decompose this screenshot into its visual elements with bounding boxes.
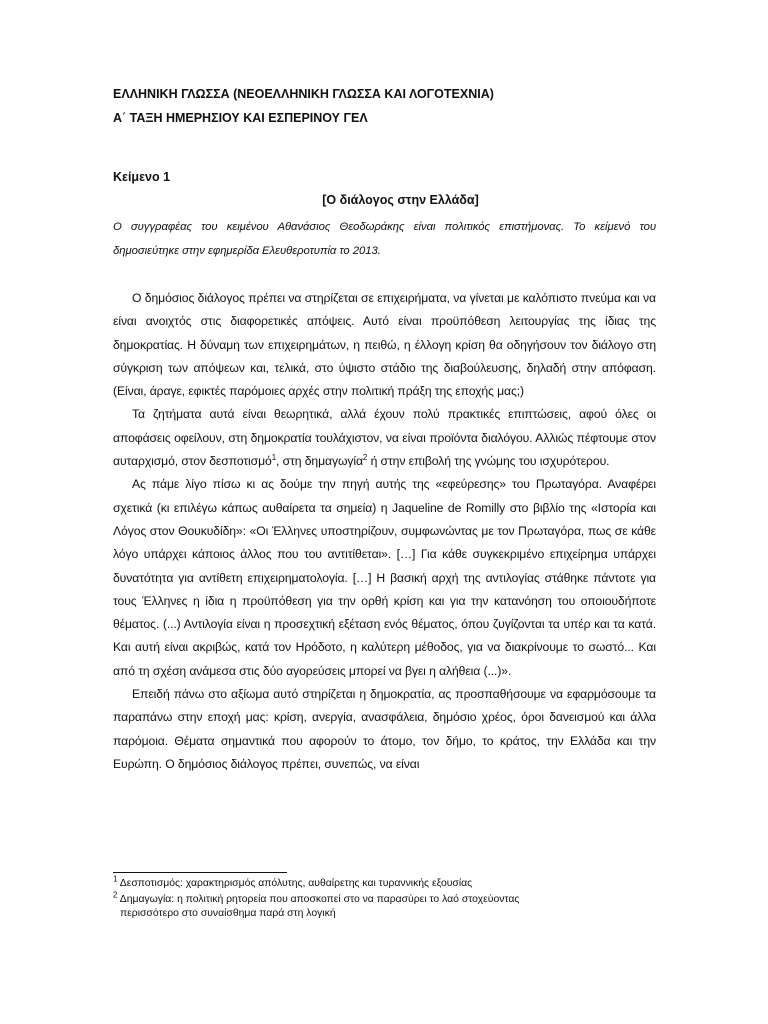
class-level: Α΄ ΤΑΞΗ ΗΜΕΡΗΣΙΟΥ ΚΑΙ ΕΣΠΕΡΙΝΟΥ ΓΕΛ <box>113 111 368 125</box>
footnote-1-text: Δεσποτισμός: χαρακτηρισμός απόλυτης, αυθαίρετης και τυραννικής εξουσίας <box>117 878 473 889</box>
paragraph-2-part-b: , στη δημαγωγία <box>276 454 363 469</box>
footnote-2-text: Δημαγωγία: η πολιτική ρητορεία που αποσκοπεί στο να παρασύρει το λαό στοχεύοντας <box>117 893 520 905</box>
section-label: Κείμενο 1 <box>113 170 171 184</box>
footnote-1-mark: 1 <box>113 874 118 884</box>
paragraph-4: Επειδή πάνω στο αξίωμα αυτό στηρίζεται η δημοκρατία, ας προσπαθήσουμε να εφαρμόσουμε τα παραπάνω στην εποχή μας: κρίση, ανεργία, ανασφάλεια, δημόσιο χρέος, όροι δανεισμού και άλλα παρόμοια. Θέματα σημαντικά που αφορούν το άτομο, τον δήμο, το κράτος, την Ελλάδα και την Ευρώπη. Ο δημόσιος διάλογος πρέπει, συνεπώς, να είναι <box>113 687 656 771</box>
footnote-ref-1[interactable]: 1 <box>271 453 277 463</box>
paragraph-2-part-a: Τα ζητήματα αυτά είναι θεωρητικά, αλλά έχουν πολύ πρακτικές επιπτώσεις, αφού όλες οι αποφάσεις οφείλουν, στη δημοκρατία τουλάχιστον, να είναι προϊόντα διαλόγου. Αλλιώς πέφτουμε στον αυταρχισμό, στον δεσποτισμό <box>113 407 656 469</box>
footnote-2-mark: 2 <box>113 890 118 900</box>
paragraph-2 <box>113 403 656 473</box>
paragraph-3: Ας πάμε λίγο πίσω κι ας δούμε την πηγή αυτής της «εφεύρεσης» του Πρωταγόρα. Αναφέρει σχετικά (κι επιλέγω κάπως αυθαίρετα τα σημεία) η Jaqueline de Romilly στο βιβλίο της «Ιστορία και Λόγος στον Θουκυδίδη»: «Οι Έλληνες υποστηρίζουν, συμφωνώντας με τον Πρωταγόρα, πως σε κάθε λόγο υπάρχει κάποιος άλλος που του αντιτίθεται». […] Για κάθε συγκεκριμένο επιχείρημα υπάρχει δυνατότητα για αντίθετη επιχειρηματολογία. […] Η βασική αρχή της αντιλογίας στάθηκε πάντοτε για τους Έλληνες η ίδια η προϋπόθεση για την ορθή κρίση και για την κατανόηση του οποιουδήποτε θέματος. (...) Αντιλογία είναι η προσεχτική εξέταση ενός θέματος, όπου ζυγίζονται τα υπέρ και τα κατά. Και αυτή είναι ακριβώς, κατά τον Ηρόδοτο, η καλύτερη μέθοδος, για να διακρίνουμε το σωστό... Και από τη σχέση ανάμεσα στις δύο αγορεύσεις μπορεί να βγει η αλήθεια (...)». <box>113 477 656 678</box>
paragraph-2-part-c: ή στην επιβολή της γνώμης του ισχυρότερου. <box>367 454 610 469</box>
footnote-divider <box>113 872 287 873</box>
body-text <box>113 287 656 776</box>
footnote-2-continuation: περισσότερο στο συναίσθημα παρά στη λογική <box>120 908 336 919</box>
footnote-ref-2[interactable]: 2 <box>362 453 368 463</box>
paragraph-1: Ο δημόσιος διάλογος πρέπει να στηρίζεται σε επιχειρήματα, να γίνεται με καλόπιστο πνεύμα και να είναι ανοιχτός στις διαφορετικές απόψεις. Αυτό είναι προϋπόθεση λειτουργίας της ίδιας της δημοκρατίας. Η δύναμη των επιχειρημάτων, η πειθώ, η έλλογη κρίση θα οδηγήσουν τον διάλογο στη σύγκριση των απόψεων και, τελικά, στο ύψιστο στάδιο της διαβούλευσης, δηλαδή στην απόφαση. (Είναι, άραγε, εφικτές παρόμοιες αρχές στην πολιτική πράξη της εποχής μας;) <box>113 291 656 399</box>
source-note: Ο συγγραφέας του κειμένου Αθανάσιος Θεοδωράκης είναι πολιτικός επιστήμονας. Το κείμενό του δημοσιεύτηκε στην εφημερίδα Ελευθεροτυπία το 2013. <box>113 221 656 257</box>
text-title: [Ο διάλογος στην Ελλάδα] <box>322 193 479 207</box>
footnote-2 <box>113 890 633 922</box>
course-title: ΕΛΛΗΝΙΚΗ ΓΛΩΣΣΑ (ΝΕΟΕΛΛΗΝΙΚΗ ΓΛΩΣΣΑ ΚΑΙ ΛΟΓΟΤΕΧΝΙΑ) <box>113 87 494 101</box>
footnotes <box>113 874 633 923</box>
footnote-1 <box>113 874 633 892</box>
